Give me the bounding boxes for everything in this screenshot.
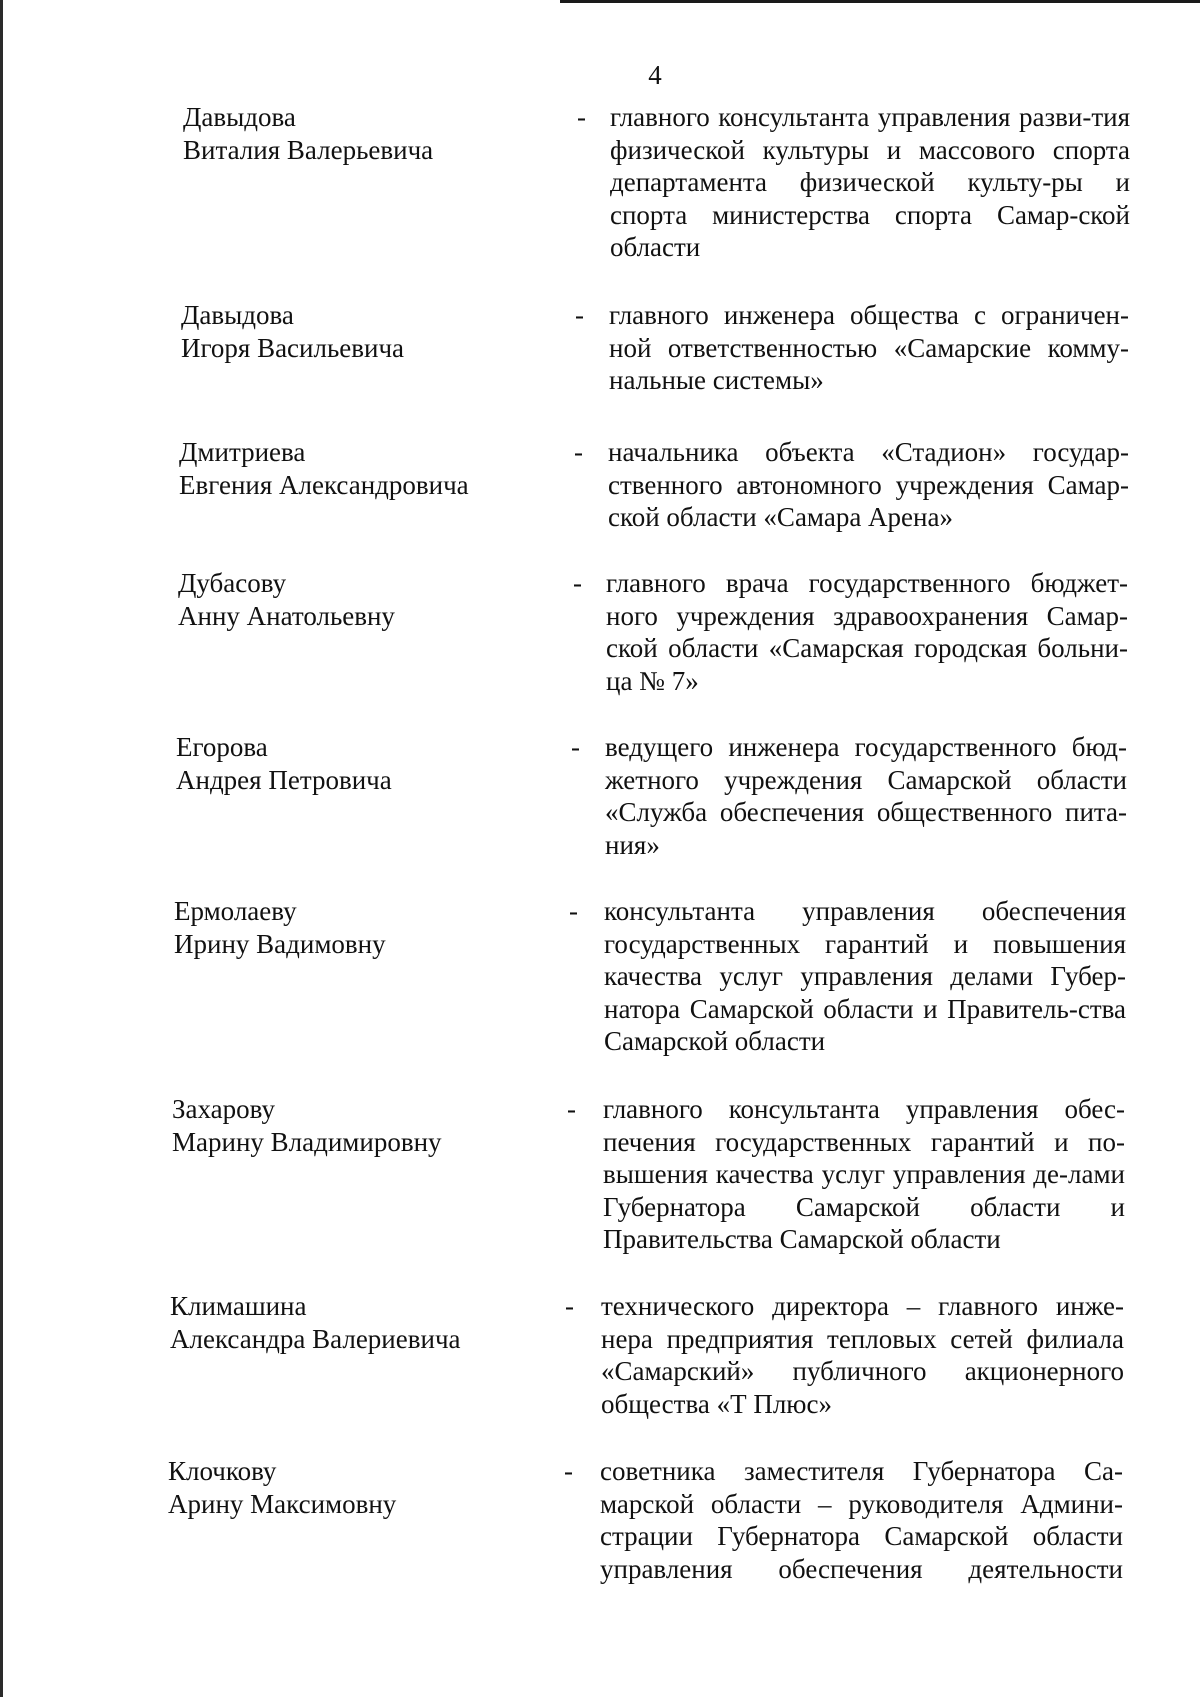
person-surname: Ермолаеву	[174, 896, 297, 926]
person-position: главного врача государственного бюджет-ного учреждения здравоохранения Самар-ской области «Самарская городская больни-ца № 7»	[606, 568, 1128, 696]
person-given-name: Александра Валериевича	[170, 1324, 461, 1354]
person-given-name: Евгения Александровича	[179, 470, 469, 500]
dash-separator: -	[565, 1291, 574, 1321]
person-name	[179, 436, 519, 502]
person-name	[178, 567, 518, 633]
person-position: главного консультанта управления разви-тия физической культуры и массового спорта департамента физической культу-ры и спорта министерства спорта Самар-ской области	[610, 102, 1130, 262]
person-position: ведущего инженера государственного бюд-жетного учреждения Самарской области «Служба обеспечения общественного пита-ния»	[605, 732, 1127, 860]
person-surname: Клочкову	[168, 1456, 277, 1486]
person-position: советника заместителя Губернатора Са-марской области – руководителя Админи-страции Губернатора Самарской области управления обеспечения деятельности	[600, 1456, 1123, 1584]
person-name	[176, 731, 516, 797]
dash-separator: -	[569, 896, 578, 926]
person-name	[181, 299, 521, 365]
person-given-name: Андрея Петровича	[176, 765, 392, 795]
person-given-name: Ирину Вадимовну	[174, 929, 386, 959]
page-number: 4	[648, 60, 662, 90]
person-surname: Давыдова	[183, 102, 296, 132]
person-given-name: Марину Владимировну	[172, 1127, 442, 1157]
person-given-name: Виталия Валерьевича	[183, 135, 434, 165]
scan-top-rule	[560, 0, 1200, 3]
person-surname: Дмитриева	[179, 437, 306, 467]
person-position: главного инженера общества с ограничен-ной ответственностью «Самарские комму-нальные системы»	[609, 300, 1129, 395]
person-position: главного консультанта управления обес-печения государственных гарантий и по-вышения качества услуг управления де-лами Губернатора Самарской области и Правительства Самарской области	[603, 1094, 1125, 1254]
person-name	[172, 1093, 512, 1159]
person-name	[168, 1455, 508, 1521]
dash-separator: -	[567, 1094, 576, 1124]
dash-separator: -	[564, 1456, 573, 1486]
person-surname: Дубасову	[178, 568, 287, 598]
dash-separator: -	[571, 732, 580, 762]
person-name	[183, 101, 523, 167]
person-position: начальника объекта «Стадион» государ-ственного автономного учреждения Самар-ской области «Самара Арена»	[608, 437, 1129, 532]
dash-separator: -	[574, 437, 583, 467]
scan-left-edge	[0, 0, 3, 1697]
person-surname: Захарову	[172, 1094, 275, 1124]
person-given-name: Арину Максимовну	[168, 1489, 397, 1519]
dash-separator: -	[573, 568, 582, 598]
person-name	[170, 1290, 510, 1356]
person-position: консультанта управления обеспечения государственных гарантий и повышения качества услуг управления делами Губер-натора Самарской области и Правитель-ства Самарской области	[604, 896, 1126, 1056]
person-position: технического директора – главного инже-нера предприятия тепловых сетей филиала «Самарский» публичного акционерного общества «Т Плюс»	[601, 1291, 1124, 1419]
person-surname: Давыдова	[181, 300, 294, 330]
dash-separator: -	[577, 102, 586, 132]
person-given-name: Анну Анатольевну	[178, 601, 395, 631]
person-name	[174, 895, 514, 961]
dash-separator: -	[575, 300, 584, 330]
person-surname: Егорова	[176, 732, 268, 762]
person-surname: Климашина	[170, 1291, 307, 1321]
person-given-name: Игоря Васильевича	[181, 333, 405, 363]
